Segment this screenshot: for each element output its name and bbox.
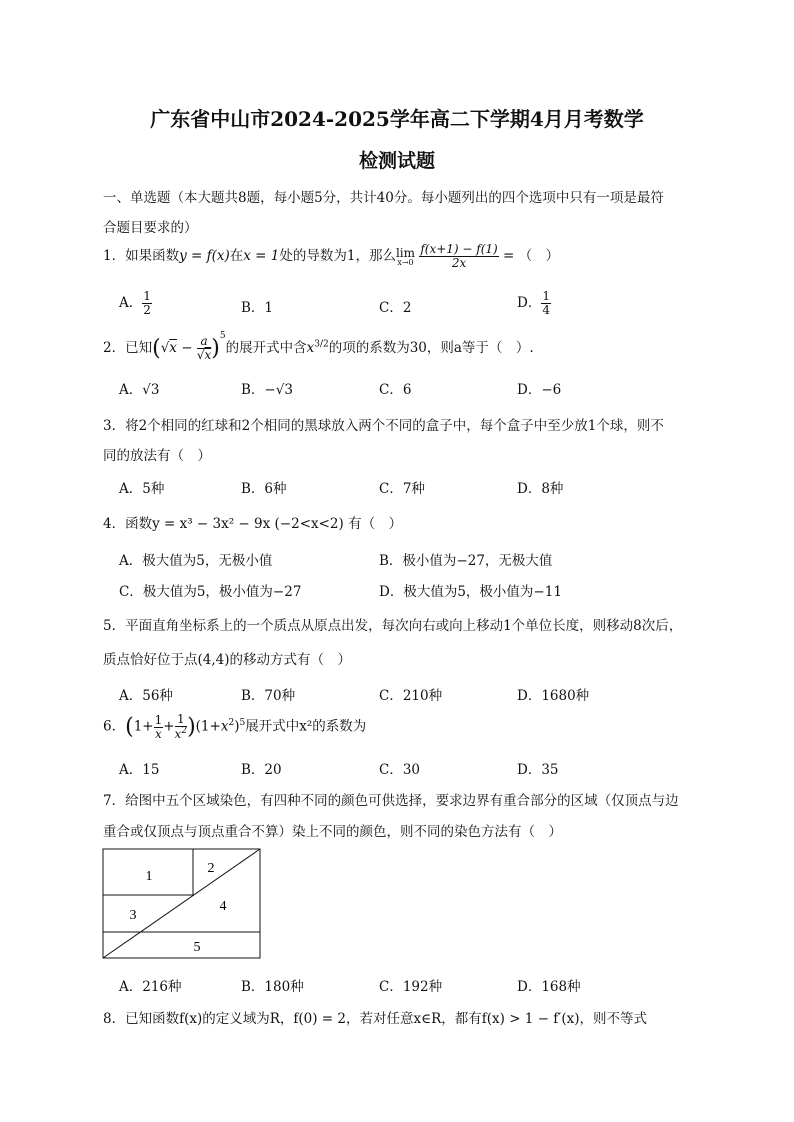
q1-lim: lim — [395, 245, 416, 260]
section-heading-2: 合题目要求的） — [103, 220, 198, 236]
question-5-line-2: 质点恰好位于点(4,4)的移动方式有（ ） — [103, 652, 352, 668]
title-line-1: 广东省中山市2024-2025学年高二下学期4月月考数学 — [150, 107, 644, 131]
q1-mid2: 处的导数为1，那么 — [279, 248, 396, 265]
divider-diagonal — [103, 849, 260, 958]
region-5-label: 5 — [193, 940, 201, 955]
q6-option-a[interactable]: A．15 — [119, 762, 160, 778]
q7-option-a[interactable]: A．216种 — [119, 979, 182, 995]
q3-option-d[interactable]: D．8种 — [517, 481, 564, 497]
region-diagram — [102, 848, 262, 960]
q3-option-c[interactable]: C．7种 — [379, 481, 425, 497]
q4-option-a[interactable]: A．极大值为5，无极小值 — [119, 553, 273, 569]
q1-cond: x = 1 — [243, 248, 280, 265]
question-6: 6．(1+ $\frac{1}{x}$ + $\frac{1}{x^2}$ )$(1+x^2)^5$展开式中x²的系数为 — [103, 712, 367, 742]
region-2-label: 2 — [207, 861, 215, 876]
region-4-label: 4 — [219, 899, 227, 914]
q6-option-b[interactable]: B．20 — [241, 762, 282, 778]
question-7-line-1: 7．给图中五个区域染色，有四种不同的颜色可供选择，要求边界有重合部分的区域（仅顶点与边 — [103, 793, 679, 809]
question-3-line-2: 同的放法有（ ） — [103, 448, 211, 464]
section-heading-1: 一、单选题（本大题共8题，每小题5分，共计40分。每小题列出的四个选项中只有一项是最符 — [103, 190, 664, 206]
question-4: 4．函数y = x³ − 3x² − 9x (−2<x<2) 有（ ） — [103, 516, 403, 532]
q3-option-b[interactable]: B．6种 — [241, 481, 287, 497]
q1-option-b[interactable]: B．1 — [241, 300, 274, 316]
question-1 — [103, 243, 559, 270]
q1-pre: 1．如果函数 — [103, 248, 180, 265]
q7-option-c[interactable]: C．192种 — [379, 979, 443, 995]
q5-option-c[interactable]: C．210种 — [379, 688, 443, 704]
q2-option-b[interactable]: B．−√3 — [241, 382, 293, 398]
q1-denominator: 2x — [451, 256, 467, 271]
q2-exponent: 5 — [219, 331, 226, 341]
q6-option-c[interactable]: C．30 — [379, 762, 421, 778]
q7-option-d[interactable]: D．168种 — [517, 979, 581, 995]
question-5-line-1: 5．平面直角坐标系上的一个质点从原点出发，每次向右或向上移动1个单位长度，则移动8次后， — [103, 618, 683, 634]
region-3-label: 3 — [129, 908, 137, 923]
q1-mid: 在 — [229, 248, 244, 265]
q2-option-c[interactable]: C．6 — [379, 382, 412, 398]
q4-option-c[interactable]: C．极大值为5，极小值为−27 — [119, 584, 302, 600]
q5-option-d[interactable]: D．1680种 — [517, 688, 590, 704]
region-1-label: 1 — [145, 869, 153, 884]
q4-option-b[interactable]: B．极小值为−27，无极大值 — [379, 553, 553, 569]
q4-option-d[interactable]: D．极大值为5，极小值为−11 — [379, 584, 562, 600]
title-line-2: 检测试题 — [358, 150, 435, 172]
question-2: 2．已知(√x − $\frac{a}{√x}$ )$^5$的展开式中含$x^{3/2}$的项的系数为30，则a等于（ ）. — [103, 331, 534, 362]
q6-option-d[interactable]: D．35 — [517, 762, 559, 778]
q7-option-b[interactable]: B．180种 — [241, 979, 304, 995]
q5-option-a[interactable]: A．56种 — [119, 688, 173, 704]
q2-option-a[interactable]: A．√3 — [119, 382, 160, 398]
q5-option-b[interactable]: B．70种 — [241, 688, 296, 704]
question-7-line-2: 重合或仅顶点与顶点重合不算）染上不同的颜色，则不同的染色方法有（ ） — [103, 824, 562, 840]
question-3-line-1: 3．将2个相同的红球和2个相同的黑球放入两个不同的盒子中，每个盒子中至少放1个球，则不 — [103, 418, 664, 434]
q1-option-a[interactable]: A． $\frac{1}{2}$ — [119, 289, 151, 318]
q3-option-a[interactable]: A．5种 — [119, 481, 165, 497]
q1-option-c[interactable]: C．2 — [379, 300, 412, 316]
q2-a: a — [197, 335, 211, 349]
q2-option-d[interactable]: D．−6 — [517, 382, 562, 398]
q1-option-d[interactable]: D． $\frac{1}{4}$ — [517, 289, 550, 318]
q1-lim-sub: x→0 — [397, 257, 414, 267]
question-8-line-1: 8．已知函数f(x)的定义域为R，f(0) = 2，若对任意x∈R，都有f(x) > 1 − f′(x)，则不等式 — [103, 1011, 648, 1027]
q1-numerator: f(x+1) − f(1) — [420, 242, 498, 256]
q1-func: y = f(x) — [179, 248, 230, 265]
q1-post: = （ ） — [503, 248, 560, 265]
